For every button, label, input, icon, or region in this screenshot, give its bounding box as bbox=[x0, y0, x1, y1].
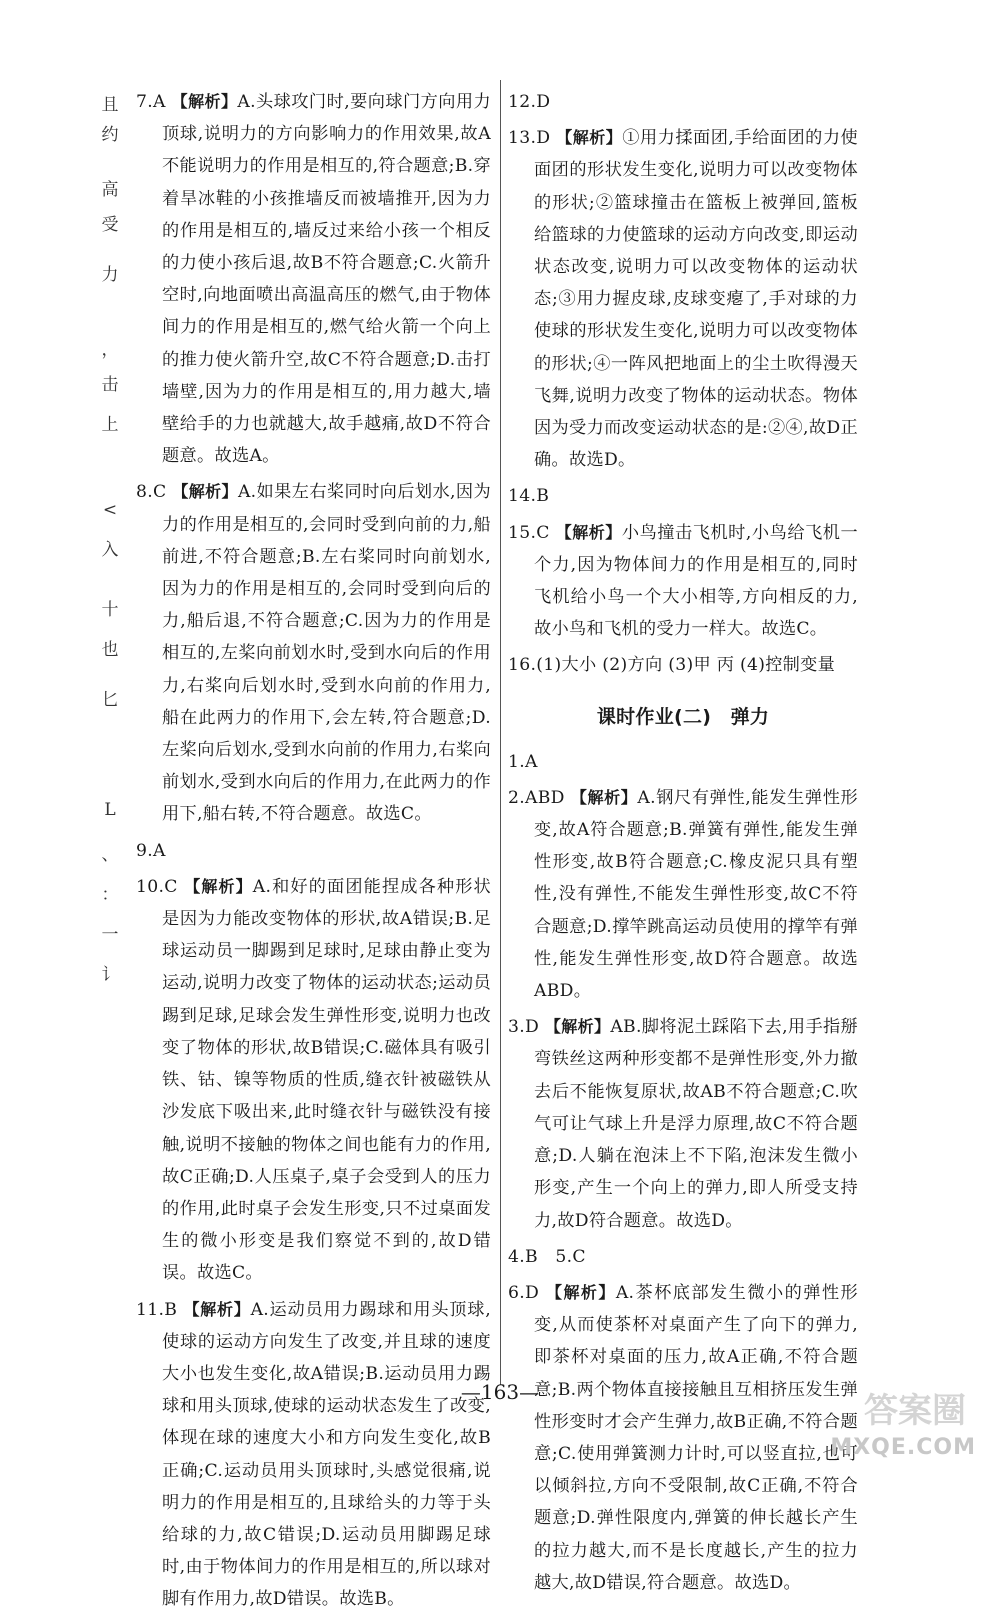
answer-number: 16. bbox=[508, 655, 537, 676]
edge-char: 也 bbox=[101, 640, 119, 660]
analysis-tag: 【解析】 bbox=[183, 1299, 251, 1319]
edge-char: 约 bbox=[101, 125, 119, 145]
edge-char: 高 bbox=[101, 180, 119, 200]
edge-char: 上 bbox=[101, 415, 119, 435]
edge-char: 入 bbox=[101, 540, 119, 560]
answer-number: 10.C bbox=[136, 876, 178, 897]
edge-char: 击 bbox=[101, 375, 119, 395]
watermark-site: MXQE.COM bbox=[830, 1435, 976, 1460]
answer-text: A.如果左右桨同时向后划水,因为力的作用是相互的,会同时受到向前的力,船前进,不符合题意;B.左右桨同时向前划水,因为力的作用是相互的,会同时受到向后的力,船后退,不符合题意;C.因为力的作用是相互的,左桨向前划水时,受到水向后的作用力,右桨向后划水时,受到水向前的作用力,船在此两力的作用下,会左转,符合题意;D.左桨向后划水,受到水向前的作用力,右桨向前划水,受到水向后的作用力,在此两力的作用下,船右转,不符合题意。故选C。 bbox=[162, 482, 492, 825]
edge-char: 十 bbox=[101, 600, 119, 620]
section-title: 课时作业(二) 弹力 bbox=[596, 705, 770, 728]
answer-text: A.茶杯底部发生微小的弹性形变,从而使茶杯对桌面产生了向下的弹力,即茶杯对桌面的压力,故A正确,不符合题意;B.两个物体直接接触且互相挤压发生弹性形变时才会产生弹力,故B正确,不符合题意;C.使用弹簧测力计时,可以竖直拉,也可以倾斜拉,方向不受限制,故C正确,不符合题意;D.弹性限度内,弹簧的伸长越长产生的拉力越大,而不是长度越长,产生的拉力越大,故D错误,符合题意。故选D。 bbox=[534, 1282, 859, 1593]
answer-item bbox=[508, 1241, 858, 1273]
answer-item bbox=[508, 1011, 858, 1236]
edge-char: 匕 bbox=[101, 690, 119, 710]
answer-item bbox=[508, 480, 858, 512]
answer-item bbox=[136, 871, 491, 1290]
edge-char: 力 bbox=[101, 265, 119, 285]
answer-number: 2.ABD bbox=[508, 787, 565, 808]
edge-char: 一 bbox=[101, 925, 119, 945]
answer-item bbox=[508, 86, 858, 118]
edge-char: 受 bbox=[101, 215, 119, 235]
analysis-tag: 【解析】 bbox=[172, 482, 238, 502]
answer-number: 3.D bbox=[508, 1017, 540, 1038]
answer-number: 14.B bbox=[508, 486, 550, 507]
edge-char: 、 bbox=[101, 845, 119, 865]
answer-text: (1)大小 (2)方向 (3)甲 丙 (4)控制变量 bbox=[536, 655, 836, 676]
analysis-tag: 【解析】 bbox=[556, 128, 623, 148]
right-column bbox=[508, 86, 858, 1603]
answer-number: 4.B 5.C bbox=[508, 1246, 586, 1267]
answer-number: 15.C bbox=[508, 522, 550, 543]
analysis-tag: 【解析】 bbox=[544, 1017, 611, 1037]
answer-item bbox=[508, 122, 858, 476]
answer-number: 7.A bbox=[136, 92, 166, 112]
column-divider bbox=[500, 80, 501, 1385]
edge-char: L bbox=[104, 800, 116, 820]
answer-item bbox=[136, 476, 491, 830]
answer-item bbox=[136, 86, 491, 472]
analysis-tag: 【解析】 bbox=[171, 92, 238, 111]
edge-char: 且 bbox=[101, 95, 119, 115]
answer-item bbox=[136, 1294, 491, 1616]
watermark bbox=[756, 1386, 976, 1466]
answer-number: 12.D bbox=[508, 92, 551, 112]
bleed-through-edge bbox=[95, 80, 125, 1380]
answer-item bbox=[508, 782, 858, 1007]
answer-text: A.头球攻门时,要向球门方向用力顶球,说明力的方向影响力的作用效果,故A不能说明力的作用是相互的,符合题意;B.穿着旱冰鞋的小孩推墙反而被墙推开,因为力的作用是相互的,墙反过来给小孩一个相反的力使小孩后退,故B不符合题意;C.火箭升空时,向地面喷出高温高压的燃气,由于物体间力的作用是相互的,燃气给火箭一个向上的推力使火箭升空,故C不符合题意;D.击打墙壁,因为力的作用是相互的,用力越大,墙壁给手的力也就越大,故手越痛,故D不符合题意。故选A。 bbox=[162, 92, 492, 467]
answer-text: AB.脚将泥土踩陷下去,用手指掰弯铁丝这两种形变都不是弹性形变,外力撤去后不能恢复原状,故AB不符合题意;C.吹气可让气球上升是浮力原理,故C不符合题意;D.人躺在泡沫上不下陷,泡沫发生微小形变,产生一个向上的弹力,即人所受支持力,故D符合题意。故选D。 bbox=[534, 1017, 859, 1231]
answer-text: A.钢尺有弹性,能发生弹性形变,故A符合题意;B.弹簧有弹性,能发生弹性形变,故B符合题意;C.橡皮泥只具有塑性,没有弹性,不能发生弹性形变,故C不符合题意;D.撑竿跳高运动员使用的撑竿有弹性,能发生弹性形变,故D符合题意。故选ABD。 bbox=[534, 787, 859, 1002]
edge-char: 讠 bbox=[101, 965, 119, 985]
page-number: —163— bbox=[460, 1380, 540, 1404]
edge-char: ： bbox=[101, 885, 119, 905]
answer-item bbox=[508, 746, 858, 778]
analysis-tag: 【解析】 bbox=[546, 1282, 616, 1302]
answer-number: 1.A bbox=[508, 751, 538, 772]
answer-number: 13.D bbox=[508, 128, 551, 149]
answer-item bbox=[508, 517, 858, 646]
answer-text: A.运动员用力踢球和用头顶球,使球的运动方向发生了改变,并且球的速度大小也发生变化,故A错误;B.运动员用力踢球和用头顶球,使球的运动状态发生了改变,体现在球的速度大小和方向发生变化,故B正确;C.运动员用头顶球时,头感觉很痛,说明力的作用是相互的,且球给头的力等于头给球的力,故C错误;D.运动员用脚踢足球时,由于物体间力的作用是相互的,所以球对脚有作用力,故D错误。故选B。 bbox=[162, 1299, 492, 1610]
answer-text: ①用力揉面团,手给面团的力使面团的形状发生变化,说明力可以改变物体的形状;②篮球撞击在篮板上被弹回,篮板给篮球的力使篮球的运动方向改变,即运动状态改变,说明力可以改变物体的运动状态;③用力握皮球,皮球变瘪了,手对球的力使球的形状发生变化,说明力可以改变物体的形状;④一阵风把地面上的尘土吹得漫天飞舞,说明力改变了物体的运动状态。物体因为受力而改变运动状态的是:②④,故D正确。故选D。 bbox=[534, 128, 858, 471]
svg-text:答案圈: 答案圈 bbox=[864, 1391, 966, 1430]
answer-list-right-top bbox=[508, 86, 858, 682]
analysis-tag: 【解析】 bbox=[555, 522, 622, 542]
answer-number: 6.D bbox=[508, 1282, 540, 1303]
edge-char: < bbox=[102, 500, 118, 520]
answer-item bbox=[508, 649, 858, 681]
analysis-tag: 【解析】 bbox=[570, 787, 638, 807]
edge-char: ， bbox=[101, 340, 119, 360]
answer-number: 11.B bbox=[136, 1299, 178, 1320]
answer-number: 8.C bbox=[136, 482, 167, 503]
answer-text: 小鸟撞击飞机时,小鸟给飞机一个力,因为物体间力的作用是相互的,同时飞机给小鸟一个大小相等,方向相反的力,故小鸟和飞机的受力一样大。故选C。 bbox=[534, 522, 859, 640]
answer-item bbox=[136, 835, 491, 867]
analysis-tag: 【解析】 bbox=[184, 876, 253, 896]
answer-number: 9.A bbox=[136, 840, 166, 861]
answer-text: A.和好的面团能捏成各种形状是因为力能改变物体的形状,故A错误;B.足球运动员一脚踢到足球时,足球由静止变为运动,说明力改变了物体的运动状态;运动员踢到足球,足球会发生弹性形变,说明力也改变了物体的形状,故B错误;C.磁体具有吸引铁、钴、镍等物质的性质,缝衣针被磁铁从沙发底下吸出来,此时缝衣针与磁铁没有接触,说明不接触的物体之间也能有力的作用,故C正确;D.人压桌子,桌子会受到人的压力的作用,此时桌子会发生形变,只不过桌面发生的微小形变是我们察觉不到的,故D错误。故选C。 bbox=[162, 876, 492, 1284]
watermark-logo bbox=[766, 1386, 966, 1430]
